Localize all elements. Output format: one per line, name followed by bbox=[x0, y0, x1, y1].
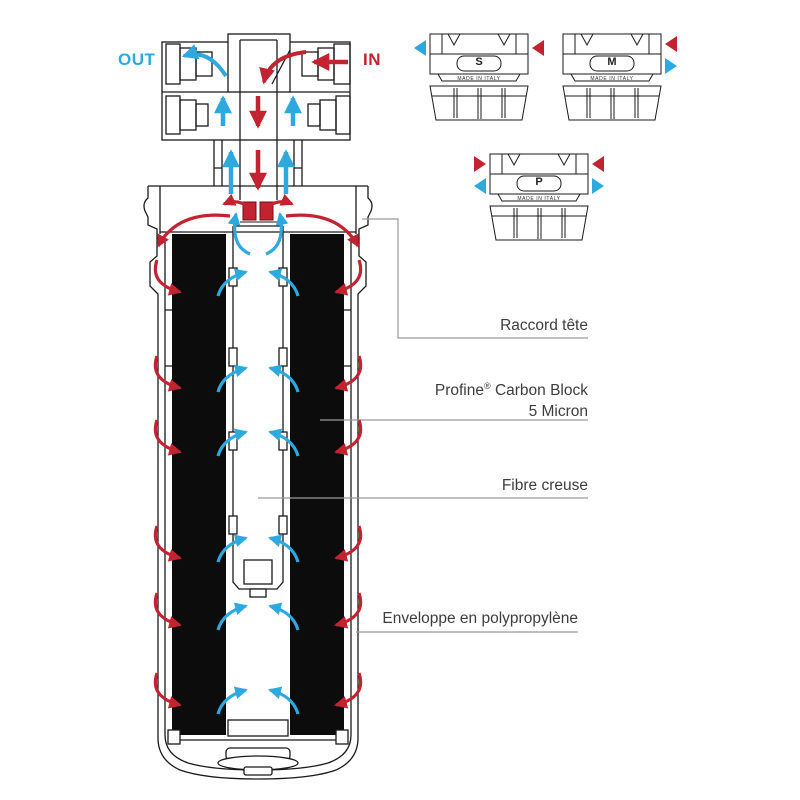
in-arrow-icon bbox=[665, 36, 677, 52]
head-variant-p bbox=[474, 148, 604, 244]
head-variant-m bbox=[547, 28, 677, 124]
callout-carbon-block-line1 bbox=[435, 376, 588, 401]
carbon-brand: Profine bbox=[434, 382, 484, 400]
callout-fibre-creuse: Fibre creuse bbox=[501, 477, 588, 494]
head-connector-collar bbox=[144, 186, 372, 238]
in-arrow-left-icon bbox=[474, 156, 486, 172]
in-arrow-icon bbox=[532, 40, 544, 56]
head-variant-s bbox=[414, 28, 544, 124]
variant-letter: P bbox=[535, 176, 543, 188]
callout-raccord-tete: Raccord tête bbox=[500, 317, 588, 334]
variant-letter: S bbox=[475, 56, 483, 68]
carbon-rest: Carbon Block bbox=[490, 382, 588, 400]
in-arrow-right-icon bbox=[592, 156, 604, 172]
out-label: OUT bbox=[118, 50, 156, 69]
registered-mark: ® bbox=[484, 381, 491, 391]
callout-carbon-block bbox=[435, 376, 588, 422]
variant-letter: M bbox=[607, 56, 617, 68]
callout-carbon-block-line2: 5 Micron bbox=[528, 403, 588, 421]
out-arrow-icon bbox=[414, 40, 426, 56]
callout-enveloppe: Enveloppe en polypropylène bbox=[382, 610, 578, 627]
made-in-italy-text: MADE IN ITALY bbox=[590, 75, 634, 82]
in-label: IN bbox=[363, 50, 381, 69]
made-in-italy-text: MADE IN ITALY bbox=[517, 195, 561, 202]
made-in-italy-text: MADE IN ITALY bbox=[457, 75, 501, 82]
in-port bbox=[302, 44, 350, 134]
carbon-block-columns bbox=[172, 234, 344, 735]
